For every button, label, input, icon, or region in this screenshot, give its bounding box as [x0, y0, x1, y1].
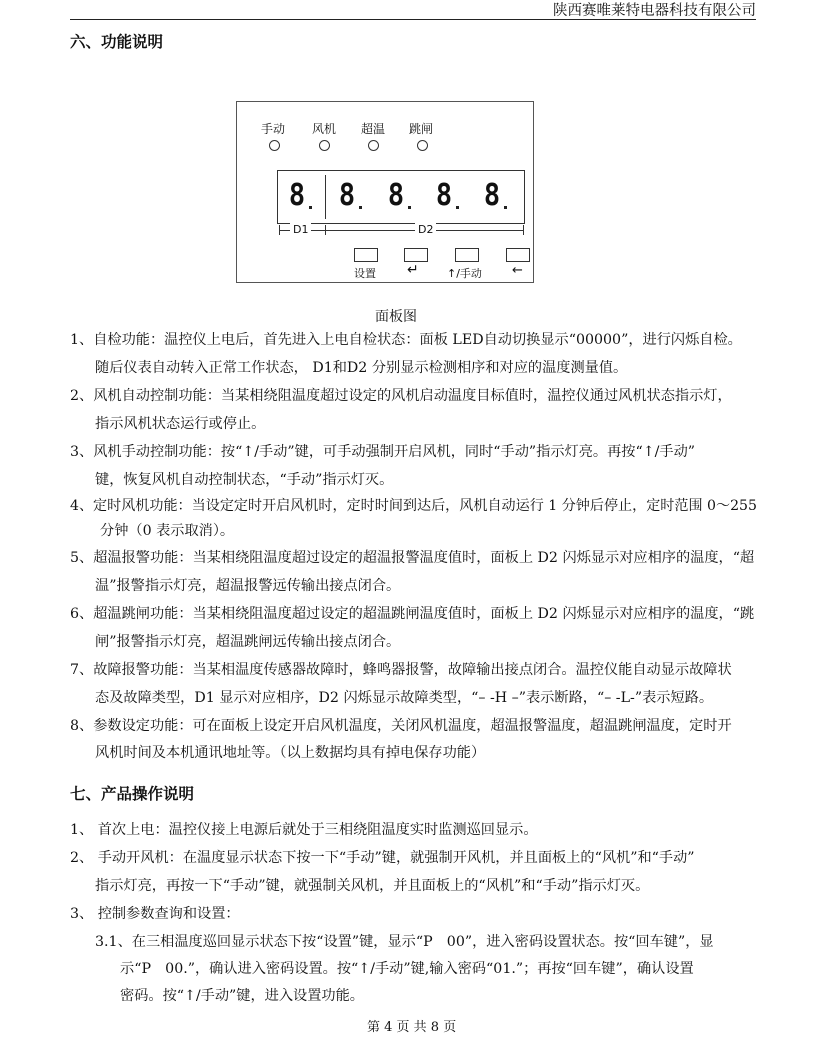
led-fan-icon	[319, 140, 330, 151]
item7-3-1-line3: 密码。按“↑/手动”键，进入设置功能。	[120, 988, 364, 1004]
item6-7-line2: 态及故障类型，D1 显示对应相序，D2 闪烁显示故障类型，“– -H –”表示断路，“– -L-”表示短路。	[95, 690, 714, 706]
item6-4-line1: 4、定时风机功能：当设定定时开启风机时，定时时间到达后，风机自动运行 1 分钟后停止，定时范围 0～255	[70, 498, 757, 514]
item7-3-line1: 3、 控制参数查询和设置：	[70, 906, 240, 922]
item6-6-line1: 6、超温跳闸功能：当某相绕阻温度超过设定的超温跳闸温度值时，面板上 D2 闪烁显示对应相序的温度，“跳	[70, 606, 755, 622]
page-header	[70, 0, 756, 20]
set-key	[354, 248, 378, 262]
item6-6-line2: 闸”报警指示灯亮，超温跳闸远传输出接点闭合。	[95, 634, 401, 650]
item6-4-line2: 分钟（0 表示取消）。	[100, 523, 235, 539]
indicator-label-overtemp: 超温	[361, 122, 386, 136]
dimension-tick	[325, 225, 326, 235]
item7-1-line1: 1、 首次上电：温控仪接上电源后就处于三相绕阻温度实时监测巡回显示。	[70, 822, 538, 838]
indicator-label-manual: 手动	[261, 122, 286, 136]
company-name: 陕西赛唯莱特电器科技有限公司	[553, 3, 756, 19]
led-manual-icon	[269, 140, 280, 151]
enter-arrow-icon: ↵	[407, 262, 419, 278]
enter-key	[404, 248, 428, 262]
digit-d2-1: 8	[338, 178, 356, 213]
left-key	[506, 248, 530, 262]
section-title-functions: 六、功能说明	[70, 33, 164, 51]
indicator-label-fan: 风机	[312, 122, 337, 136]
item7-3-1-line1: 3.1、在三相温度巡回显示状态下按“设置”键，显示“P 00”，进入密码设置状态。按“回车键”，显	[95, 934, 714, 950]
page-number: 第 4 页 共 8 页	[367, 1020, 457, 1035]
d1-label: D1	[290, 223, 311, 236]
left-arrow-icon: ←	[512, 263, 523, 278]
item7-2-line2: 指示灯亮，再按一下“手动”键，就强制关风机，并且面板上的“风机”和“手动”指示灯灭。	[95, 878, 650, 894]
digit-d2-4: 8	[483, 178, 501, 213]
section-title-operation: 七、产品操作说明	[70, 785, 195, 803]
display-divider	[325, 175, 326, 219]
item6-3-line1: 3、风机手动控制功能：按“↑/手动”键，可手动强制开启风机，同时“手动”指示灯亮。再按“↑/手动”	[70, 444, 696, 460]
digit-d2-2: 8	[387, 178, 405, 213]
d2-label: D2	[415, 223, 436, 236]
up-manual-key-label: ↑/手动	[447, 267, 482, 280]
item6-2-line1: 2、风机自动控制功能：当某相绕阻温度超过设定的风机启动温度目标值时，温控仪通过风机状态指示灯，	[70, 388, 732, 404]
decimal-dot-icon	[504, 206, 507, 209]
dimension-tick	[279, 225, 280, 235]
item6-1-line2: 随后仪表自动转入正常工作状态， D1和D2 分别显示检测相序和对应的温度测量值。	[95, 360, 628, 376]
item6-3-line2: 键，恢复风机自动控制状态，“手动”指示灯灭。	[95, 472, 394, 488]
item6-7-line1: 7、故障报警功能：当某相温度传感器故障时，蜂鸣器报警，故障输出接点闭合。温控仪能自动显示故障状	[70, 662, 732, 678]
seven-segment-display	[277, 170, 525, 224]
item7-3-1-line2: 示“P 00.”，确认进入密码设置。按“↑/手动”键,输入密码“01.”；再按“回车键”，确认设置	[120, 961, 694, 977]
set-key-label: 设置	[354, 267, 376, 280]
up-manual-key	[455, 248, 479, 262]
item6-5-line1: 5、超温报警功能：当某相绕阻温度超过设定的超温报警温度值时，面板上 D2 闪烁显示对应相序的温度，“超	[70, 550, 755, 566]
decimal-dot-icon	[309, 206, 312, 209]
item6-1-line1: 1、自检功能：温控仪上电后，首先进入上电自检状态：面板 LED自动切换显示“00000”，进行闪烁自检。	[70, 332, 742, 348]
item7-2-line1: 2、 手动开风机：在温度显示状态下按一下“手动”键，就强制开风机，并且面板上的“风机”和“手动”	[70, 850, 695, 866]
item6-2-line2: 指示风机状态运行或停止。	[95, 416, 266, 432]
decimal-dot-icon	[456, 206, 459, 209]
item6-5-line2: 温”报警指示灯亮，超温报警远传输出接点闭合。	[95, 578, 401, 594]
dimension-tick	[523, 225, 524, 235]
decimal-dot-icon	[408, 206, 411, 209]
dimension-line	[279, 230, 523, 231]
item6-8-line1: 8、参数设定功能：可在面板上设定开启风机温度，关闭风机温度，超温报警温度，超温跳闸温度，定时开	[70, 718, 732, 734]
led-overtemp-icon	[368, 140, 379, 151]
panel-diagram	[236, 101, 534, 283]
item6-8-line2: 风机时间及本机通讯地址等。（以上数据均具有掉电保存功能）	[95, 745, 486, 761]
figure-caption: 面板图	[375, 309, 417, 325]
decimal-dot-icon	[359, 206, 362, 209]
digit-d2-3: 8	[435, 178, 453, 213]
digit-d1: 8	[288, 178, 306, 213]
indicator-label-trip: 跳闸	[409, 122, 434, 136]
led-trip-icon	[417, 140, 428, 151]
